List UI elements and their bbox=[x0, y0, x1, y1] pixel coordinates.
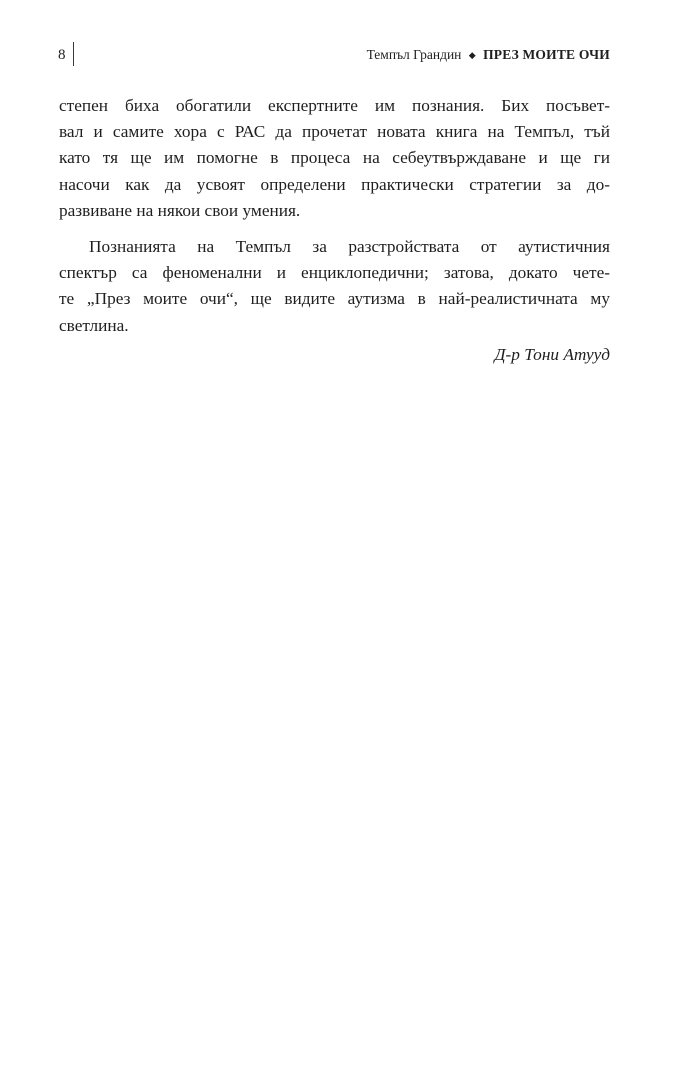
text-line: насочи как да усвоят определени практически стратегии за до- bbox=[59, 174, 610, 194]
text-line: Познанията на Темпъл за разстройствата от аутистичния bbox=[89, 236, 610, 256]
text-line: вал и самите хора с РАС да прочетат новата книга на Темпъл, тъй bbox=[59, 122, 610, 142]
header-author: Темпъл Грандин bbox=[366, 47, 462, 62]
header-book-title: ПРЕЗ МОИТЕ ОЧИ bbox=[483, 47, 610, 62]
paragraph-1 bbox=[59, 93, 610, 224]
paragraph-2 bbox=[59, 234, 610, 339]
text-line: като тя ще им помогне в процеса на себеутвърждаване и ще ги bbox=[59, 148, 610, 168]
running-header bbox=[58, 42, 610, 68]
page-number: 8 bbox=[58, 47, 66, 63]
header-divider bbox=[73, 42, 74, 66]
text-line: светлина. bbox=[59, 315, 129, 335]
text-line: те „През моите очи“, ще видите аутизма в най-реалистичната му bbox=[59, 289, 610, 309]
text-line: степен биха обогатили експертните им познания. Бих посъвет- bbox=[59, 96, 610, 115]
diamond-separator-icon: ◆ bbox=[468, 50, 476, 60]
running-header-text bbox=[367, 47, 610, 64]
text-line: спектър са феноменални и енциклопедични; затова, докато чете- bbox=[59, 263, 610, 283]
signature: Д-р Тони Атууд bbox=[494, 344, 610, 364]
body-text bbox=[59, 93, 610, 368]
text-line: развиване на някои свои умения. bbox=[59, 200, 301, 220]
